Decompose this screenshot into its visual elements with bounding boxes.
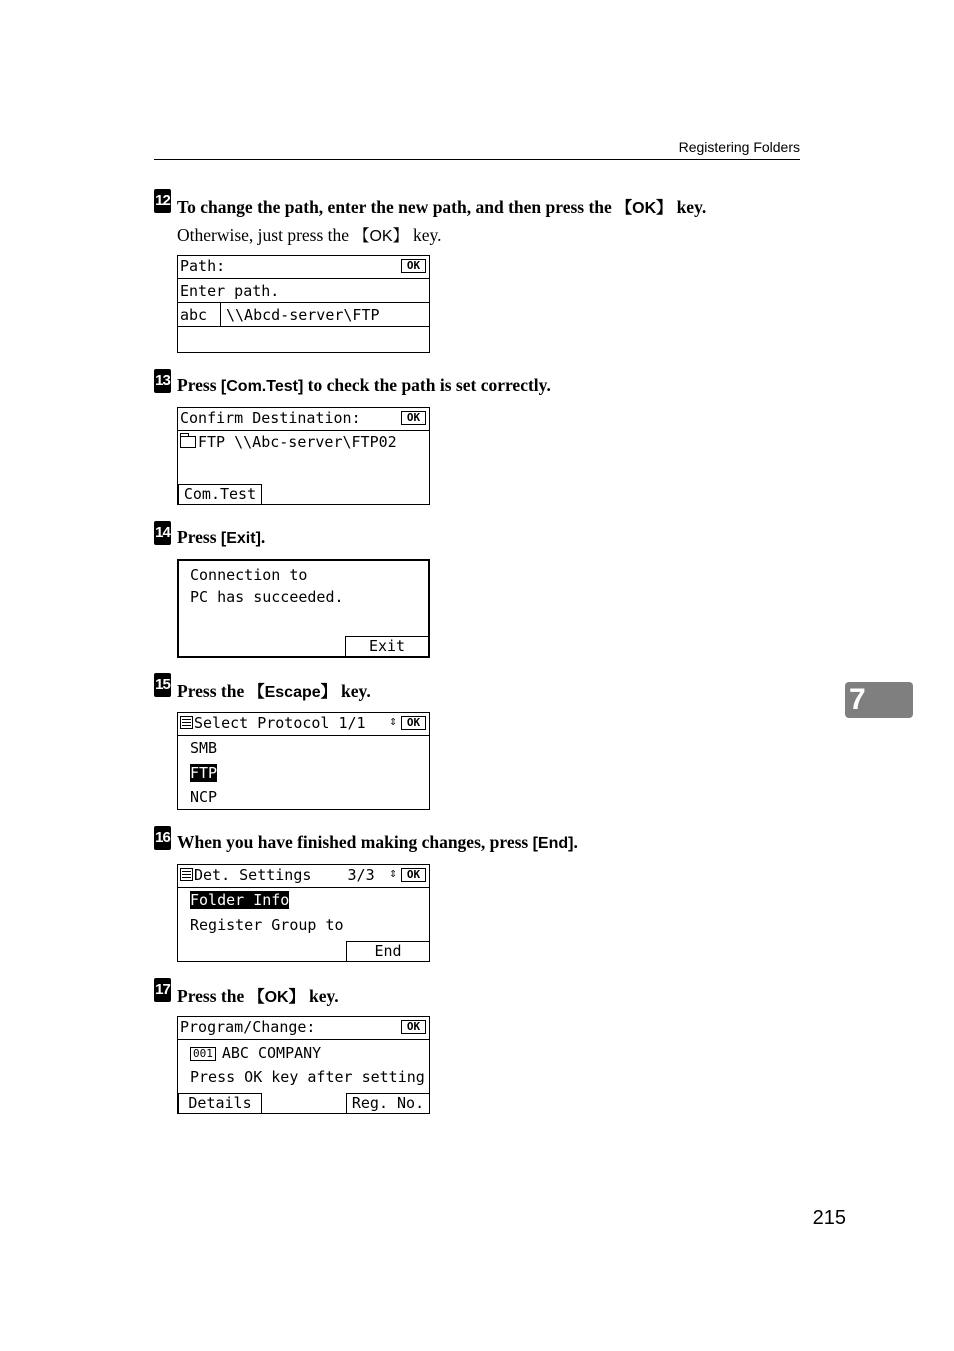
protocol-item[interactable] — [188, 738, 429, 758]
lcd-screen-confirm — [177, 407, 430, 505]
menu-item-label: Folder Info — [190, 891, 290, 909]
step-instruction — [177, 375, 551, 396]
message-line: Connection to — [190, 566, 308, 584]
step-number: 15 — [154, 673, 171, 697]
ok-icon: OK — [401, 868, 426, 882]
step-text-pre: When you have finished making changes, press — [177, 832, 533, 852]
protocol-item-label: NCP — [190, 788, 218, 806]
reg-no-button[interactable]: Reg. No. — [346, 1093, 430, 1113]
page-indicator: 1/1 — [338, 714, 366, 732]
step-text-post: key. — [336, 681, 371, 701]
message-line: PC has succeeded. — [190, 588, 344, 606]
up-down-arrow-icon[interactable]: ⇕ — [389, 714, 397, 729]
key-label: [Com.Test] — [220, 378, 304, 395]
step-text-pre: Press the — [177, 986, 249, 1006]
step-number: 17 — [154, 978, 171, 1002]
step-text-post: key. — [672, 197, 707, 217]
end-button[interactable]: End — [346, 941, 430, 961]
key-label: 【OK】 — [353, 228, 409, 245]
screen-title: Det. Settings — [194, 866, 312, 884]
chapter-tab: 7 — [845, 682, 913, 718]
key-label: [End] — [532, 835, 574, 852]
screen-title: Path: — [180, 257, 226, 275]
step-text-post: to check the path is set correctly. — [303, 375, 551, 395]
divider — [178, 735, 429, 736]
step-text-pre: Press — [177, 375, 221, 395]
step-text-post: . — [573, 832, 578, 852]
screen-title: Confirm Destination: — [180, 409, 361, 427]
lcd-screen-path — [177, 255, 430, 353]
step-number: 14 — [154, 521, 171, 545]
step-instruction — [177, 984, 339, 1007]
destination-line — [178, 432, 429, 452]
step-text-pre: Press the — [177, 681, 249, 701]
menu-item[interactable] — [188, 915, 429, 935]
step-text-post: key. — [304, 986, 339, 1006]
divider — [178, 302, 429, 303]
folder-icon — [180, 436, 196, 448]
protocol-item[interactable] — [188, 787, 429, 807]
entry-name: ABC COMPANY — [221, 1044, 322, 1062]
page-number: 215 — [812, 1207, 846, 1229]
screen-line: Enter path. — [180, 282, 280, 300]
list-icon — [180, 868, 193, 881]
key-label: 【Escape】 — [248, 684, 337, 701]
step-instruction — [177, 195, 706, 218]
lcd-screen-connection — [177, 559, 430, 658]
step-instruction — [177, 679, 371, 702]
divider — [178, 887, 429, 888]
ok-icon: OK — [401, 716, 426, 730]
exit-button[interactable]: Exit — [345, 636, 429, 656]
details-button[interactable]: Details — [178, 1093, 262, 1113]
key-label: 【OK】 — [616, 200, 673, 217]
instruction-line: Press OK key after setting — [190, 1068, 425, 1086]
step-number: 12 — [154, 189, 171, 213]
step-instruction — [177, 832, 578, 853]
step-text-pre: Press — [177, 527, 221, 547]
lcd-screen-program — [177, 1016, 430, 1114]
divider — [220, 302, 221, 326]
step-subtext-post: key. — [408, 225, 442, 245]
divider — [178, 278, 429, 279]
lcd-screen-protocol — [177, 712, 430, 810]
protocol-item-label: SMB — [190, 739, 218, 757]
protocol-item-selected[interactable] — [188, 763, 429, 783]
step-number: 16 — [154, 826, 171, 850]
ok-icon: OK — [401, 1020, 426, 1034]
screen-title: Program/Change: — [180, 1018, 316, 1036]
page-indicator: 3/3 — [347, 866, 375, 884]
key-label: 【OK】 — [248, 989, 305, 1006]
step-text-post: . — [260, 527, 266, 547]
step-subtext-pre: Otherwise, just press the — [177, 225, 354, 245]
running-header: Registering Folders — [678, 139, 800, 155]
destination-text: FTP \\Abc-server\FTP02 — [198, 433, 397, 451]
menu-item-label: Register Group to — [190, 916, 344, 934]
up-down-arrow-icon[interactable]: ⇕ — [389, 866, 397, 881]
header-rule — [154, 159, 800, 160]
lcd-screen-det-settings — [177, 864, 430, 962]
step-number: 13 — [154, 369, 171, 393]
screen-title: Select Protocol — [194, 714, 330, 732]
ok-icon: OK — [401, 411, 426, 425]
protocol-item-label: FTP — [190, 764, 218, 782]
registered-entry[interactable] — [188, 1043, 429, 1063]
step-text-pre: To change the path, enter the new path, and then press the — [177, 197, 617, 217]
step-subtext — [177, 223, 441, 246]
step-instruction — [177, 527, 265, 548]
ok-icon: OK — [401, 259, 426, 273]
key-label: [Exit] — [220, 530, 261, 547]
menu-item-selected[interactable] — [188, 890, 429, 910]
list-icon — [180, 716, 193, 729]
divider — [178, 1039, 429, 1040]
reg-number-badge: 001 — [190, 1047, 216, 1061]
divider — [178, 326, 429, 327]
divider — [178, 430, 429, 431]
input-mode[interactable]: abc — [180, 306, 208, 324]
com-test-button[interactable]: Com.Test — [178, 484, 262, 504]
path-input[interactable]: \\Abcd-server\FTP — [226, 306, 380, 324]
